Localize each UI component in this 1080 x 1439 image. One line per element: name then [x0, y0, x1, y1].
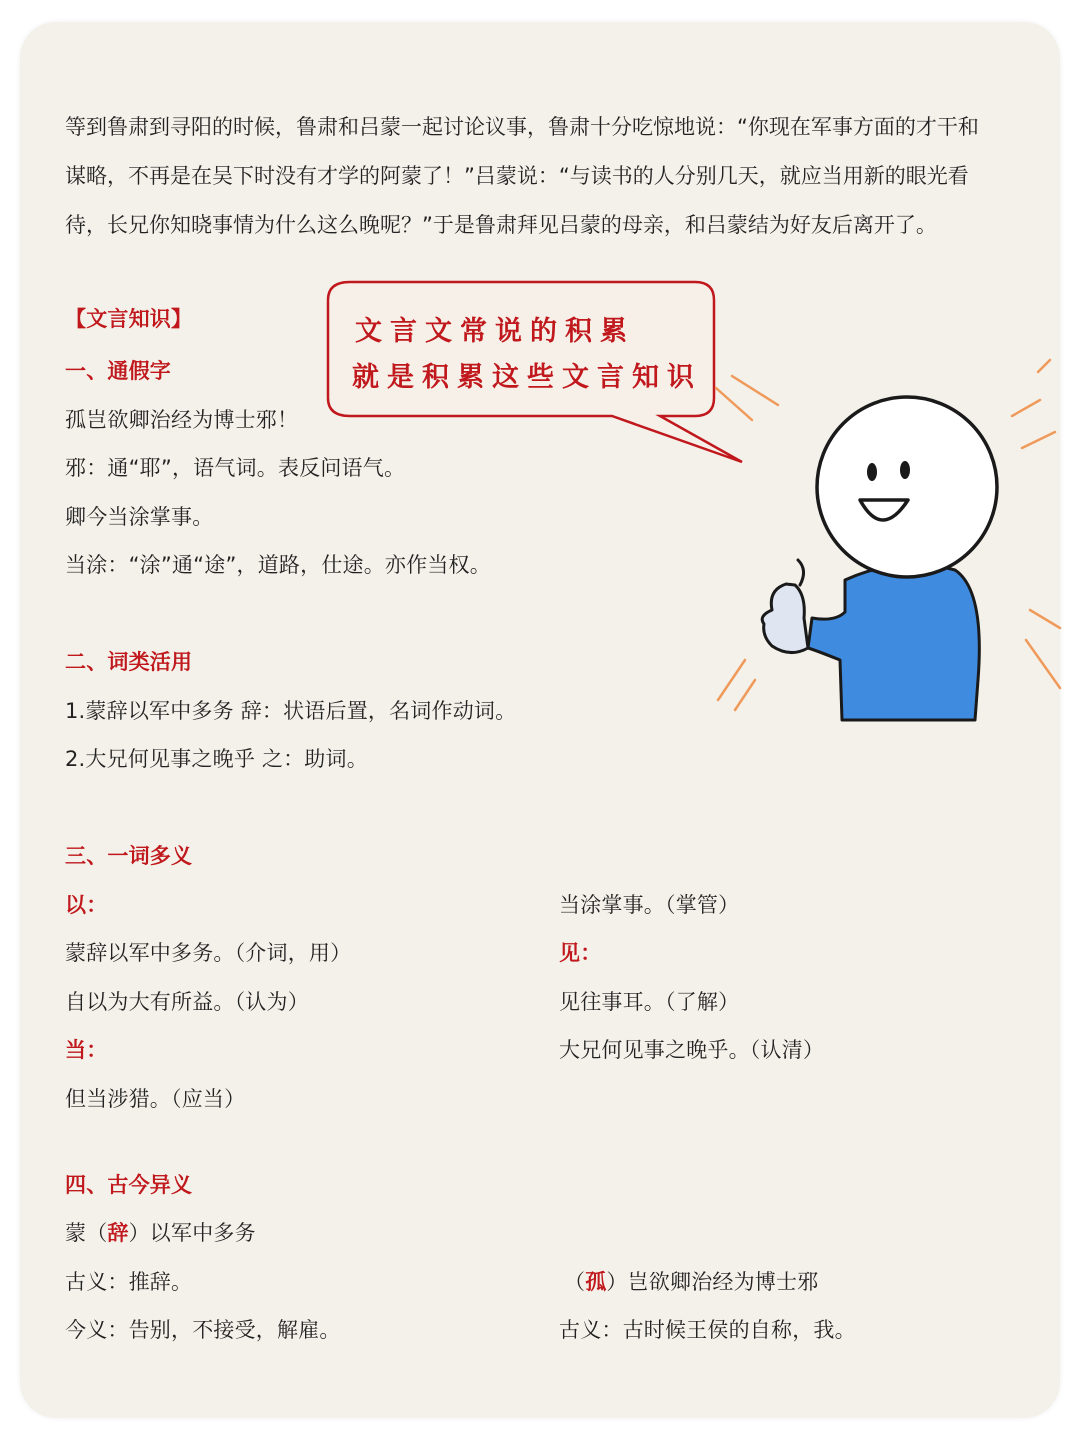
gujin-a-gu: 古义：推辞。 — [65, 1270, 193, 1294]
gujin-a-post: ）以军中多务 — [128, 1221, 256, 1245]
intro-line-1: 等到鲁肃到寻阳的时候，鲁肃和吕蒙一起讨论议事，鲁肃十分吃惊地说：“你现在军事方面的才干和 — [65, 115, 979, 139]
gujin-b-post: ）岂欲卿治经为博士邪 — [606, 1270, 819, 1294]
dang-label: 当： — [65, 1038, 108, 1062]
yi-example-2: 自以为大有所益。（认为） — [65, 990, 309, 1014]
gujin-b-gu: 古义：古时候王侯的自称，我。 — [559, 1318, 856, 1342]
thumbs-up-icon — [762, 560, 808, 653]
jian-example-1: 见往事耳。（了解） — [559, 990, 740, 1014]
shirt — [808, 564, 979, 720]
gujin-b-pre: （ — [564, 1270, 586, 1294]
bubble-line-2: 就是积累这些文言知识 — [352, 362, 702, 393]
intro-line-2: 谋略，不再是在吴下时没有才学的阿蒙了！”吕蒙说：“与读书的人分别几天，就应当用新的眼光看 — [65, 164, 969, 188]
gujin-a-pre: 蒙（ — [65, 1221, 108, 1245]
character-head — [817, 397, 997, 577]
cilei-line-1: 1.蒙辞以军中多务 辞：状语后置，名词作动词。 — [65, 699, 517, 723]
tongjia-line-3: 卿今当涂掌事。 — [65, 505, 214, 529]
yi-label: 以： — [65, 893, 108, 917]
dang-example-2: 当涂掌事。（掌管） — [559, 893, 740, 917]
heading-gujin: 四、古今异义 — [65, 1173, 193, 1197]
tongjia-line-1: 孤岂欲卿治经为博士邪！ — [65, 408, 299, 432]
cilei-line-2: 2.大兄何见事之晚乎 之：助词。 — [65, 747, 368, 771]
tongjia-line-4: 当涂：“涂”通“途”，道路，仕途。亦作当权。 — [65, 553, 491, 577]
gujin-b-phrase — [564, 1268, 818, 1296]
gujin-b-word: 孤 — [585, 1270, 607, 1294]
jian-label: 见： — [559, 941, 602, 965]
gujin-a-jin: 今义：告别，不接受，解雇。 — [65, 1318, 341, 1342]
heading-cilei: 二、词类活用 — [65, 650, 193, 674]
dang-example-1: 但当涉猎。（应当） — [65, 1087, 246, 1111]
intro-line-3: 待，长兄你知晓事情为什么这么晚呢？”于是鲁肃拜见吕蒙的母亲，和吕蒙结为好友后离开了。 — [65, 213, 937, 237]
bubble-line-1: 文言文常说的积累 — [355, 316, 635, 347]
jian-example-2: 大兄何见事之晚乎。（认清） — [559, 1038, 825, 1062]
heading-tongjia: 一、通假字 — [65, 359, 171, 383]
gujin-a-word: 辞 — [107, 1221, 129, 1245]
heading-yici: 三、一词多义 — [65, 844, 193, 868]
section-title: 【文言知识】 — [65, 307, 193, 331]
yi-example-1: 蒙辞以军中多务。（介词，用） — [65, 941, 352, 965]
tongjia-line-2: 邪：通“耶”，语气词。表反问语气。 — [65, 456, 406, 480]
gujin-a-phrase — [65, 1219, 256, 1247]
